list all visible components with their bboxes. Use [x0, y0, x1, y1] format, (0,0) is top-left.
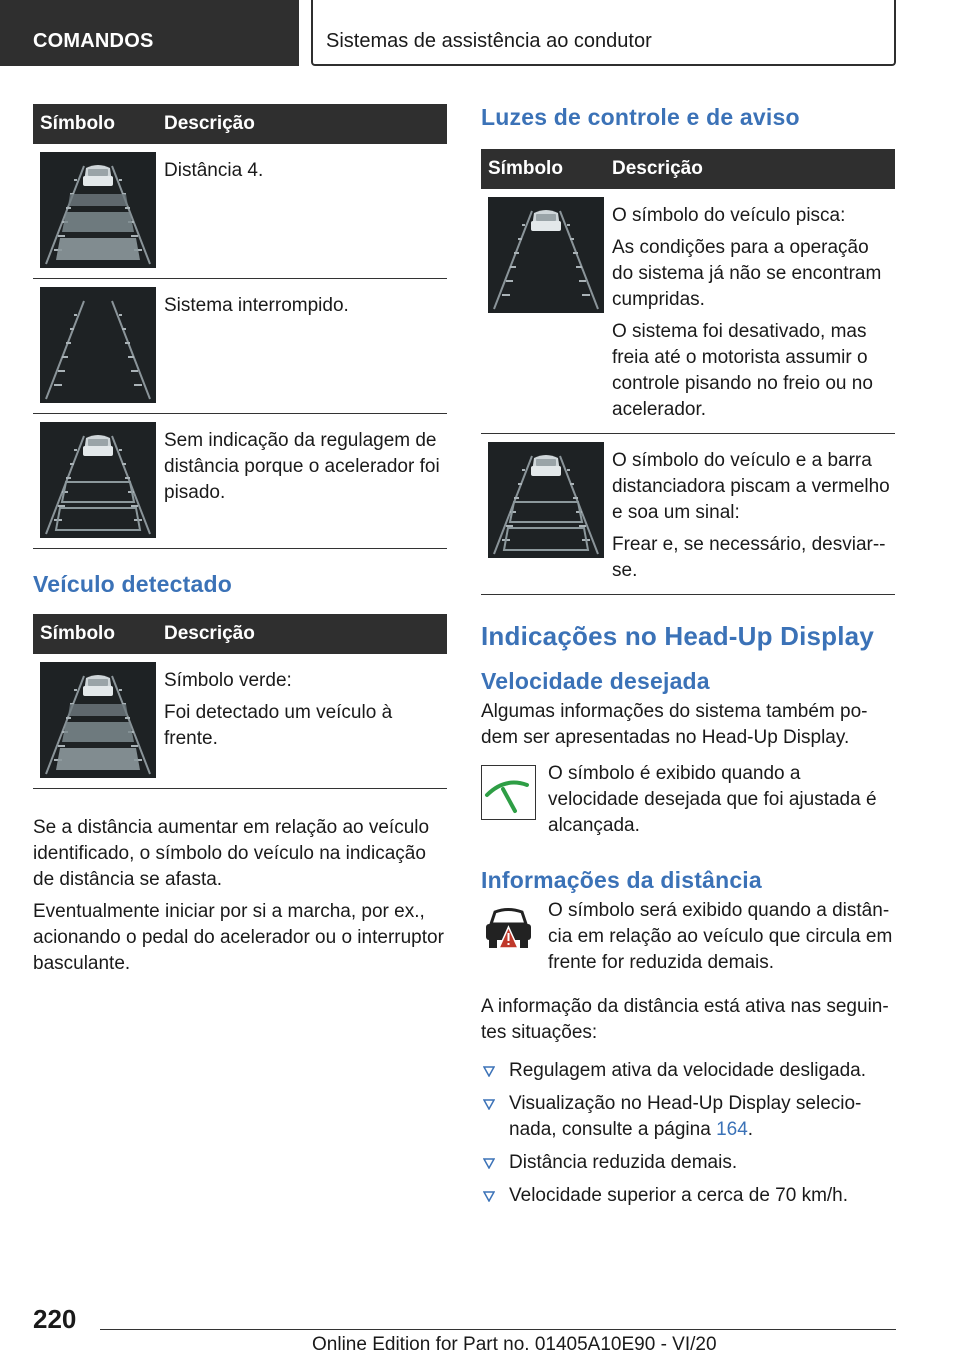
- row-description: Sem indicação da regulagem de distância porque o acelerador foi pisado.: [164, 430, 440, 503]
- system-interrupted-icon: [40, 287, 156, 403]
- row-description: O símbolo do veículo e a barra distanciadora piscam a vermelho e soa um sinal:: [612, 450, 890, 523]
- triangle-bullet-icon: [483, 1066, 495, 1077]
- symbol-table-distance: [33, 104, 447, 549]
- triangle-bullet-icon: [483, 1099, 495, 1110]
- symbol-table-warning: [481, 149, 895, 595]
- paragraph: A informação da distância está ativa nas seguin-tes situações:: [481, 996, 889, 1043]
- table-row: [33, 144, 447, 279]
- list-item-text: Visualização no Head-Up Display selecio-nada, consulte a página: [509, 1093, 862, 1140]
- section-title-warning-lights: Luzes de controle e de aviso: [481, 104, 800, 130]
- column-header-description: Descrição: [156, 104, 447, 144]
- header-chapter-tab: [311, 0, 896, 66]
- desired-speed-icon-text: O símbolo é exibido quando a velocidade desejada que foi ajustada é alcançada.: [548, 763, 877, 836]
- distance-warning-car-icon: [481, 902, 536, 962]
- row-description: Sistema interrompido.: [164, 295, 349, 316]
- left-column: [33, 104, 447, 983]
- triangle-bullet-icon: [483, 1191, 495, 1202]
- triangle-bullet-icon: [483, 1158, 495, 1169]
- vehicle-and-bar-red-icon: [488, 442, 604, 558]
- list-item: [481, 1058, 895, 1084]
- table-row: [33, 414, 447, 549]
- table-row: [481, 434, 895, 595]
- column-header-symbol: Símbolo: [481, 149, 604, 189]
- table-row: [481, 189, 895, 434]
- paragraph: Algumas informações do sistema também po-dem ser apresentadas no Head-Up Display.: [481, 701, 868, 748]
- list-item: [481, 1183, 895, 1209]
- list-item-text: Regulagem ativa da velocidade desligada.: [509, 1060, 867, 1081]
- right-column: [481, 100, 895, 1216]
- distance-conditions-list: [481, 1058, 895, 1209]
- list-item-text: Distância reduzida demais.: [509, 1152, 738, 1173]
- desired-speed-reached-icon: [481, 765, 536, 825]
- list-item-end: .: [747, 1119, 754, 1140]
- section-title-vehicle-detected: Veículo detectado: [33, 571, 232, 597]
- page-link[interactable]: 164: [716, 1119, 748, 1140]
- distance-info-icon-text: O símbolo será exibido quando a distân-cia em relação ao veículo que circula em frente for reduzida demais.: [548, 900, 893, 973]
- paragraph: Eventualmente iniciar por si a marcha, por ex., acionando o pedal do acelerador ou o interruptor basculante.: [33, 901, 444, 974]
- table-row: [33, 654, 447, 789]
- vehicle-detected-icon: [40, 662, 156, 778]
- row-description: Foi detectado um veículo à frente.: [164, 702, 393, 749]
- list-item: [481, 1091, 895, 1143]
- row-description: O sistema foi desativado, mas freia até o motorista assumir o controle pisando no freio ou no acelerador.: [612, 321, 873, 420]
- section-title-hud: Indicações no Head-Up Display: [481, 621, 875, 651]
- footer-divider: [100, 1329, 896, 1330]
- header-chapter-label: Sistemas de assistência ao condutor: [326, 30, 652, 52]
- row-description: O símbolo do veículo pisca:: [612, 205, 846, 226]
- row-description: As condições para a operação do sistema já não se encontram cumpridas.: [612, 237, 882, 310]
- list-item: [481, 1150, 895, 1176]
- page-number: 220: [33, 1304, 77, 1334]
- row-description: Frear e, se necessário, desviar--se.: [612, 534, 886, 581]
- desired-speed-row: [481, 761, 895, 839]
- header-section-label: COMANDOS: [33, 30, 154, 52]
- header-section-tab: [0, 0, 299, 66]
- list-item-text: Velocidade superior a cerca de 70 km/h.: [509, 1185, 849, 1206]
- no-distance-control-icon: [40, 422, 156, 538]
- column-header-description: Descrição: [604, 149, 895, 189]
- distance-info-row: [481, 898, 895, 976]
- distance-4-icon: [40, 152, 156, 268]
- column-header-symbol: Símbolo: [33, 104, 156, 144]
- section-title-desired-speed: Velocidade desejada: [481, 668, 710, 694]
- row-description: Distância 4.: [164, 160, 264, 181]
- table-row: [33, 279, 447, 414]
- row-description: Símbolo verde:: [164, 670, 292, 691]
- footer-edition: Online Edition for Part no. 01405A10E90 - VI/20: [312, 1334, 717, 1355]
- symbol-table-vehicle-detected: [33, 614, 447, 789]
- vehicle-flashing-icon: [488, 197, 604, 313]
- paragraph: Se a distância aumentar em relação ao veículo identificado, o símbolo do veículo na indicação de distância se afasta.: [33, 817, 430, 890]
- column-header-description: Descrição: [156, 614, 447, 654]
- section-title-distance-info: Informações da distância: [481, 867, 762, 893]
- column-header-symbol: Símbolo: [33, 614, 156, 654]
